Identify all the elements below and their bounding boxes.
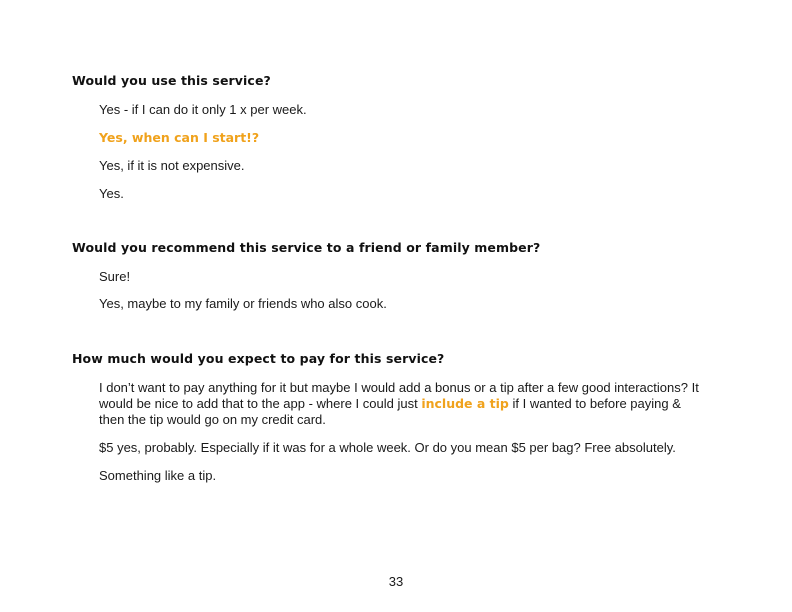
page-number: 33 — [388, 574, 404, 589]
answer-item: $5 yes, probably. Especially if it was for a whole week. Or do you mean $5 per bag? Free absolutely. — [99, 440, 676, 455]
answer-item: Something like a tip. — [99, 468, 217, 483]
answer-item: Sure! — [99, 269, 131, 284]
section-expected-price — [72, 351, 722, 484]
answer-item: Yes. — [99, 186, 124, 201]
question-heading: Would you use this service? — [72, 73, 271, 88]
answer-text: if I wanted to before paying & then the tip would go on my credit card. — [99, 396, 681, 427]
section-recommend-service — [72, 240, 712, 312]
answer-list — [72, 102, 712, 202]
answer-text: I don’t want to pay anything for it but maybe I would add a bonus or a tip after a few good interactions? It would be nice to add that to the app - where I could just — [99, 380, 699, 411]
answer-item: Yes, maybe to my family or friends who also cook. — [99, 296, 387, 311]
answer-item: Yes, if it is not expensive. — [99, 158, 245, 173]
answer-item — [99, 380, 699, 428]
answer-list — [72, 380, 722, 484]
answer-item: Yes - if I can do it only 1 x per week. — [99, 102, 307, 117]
section-use-service — [72, 73, 712, 202]
answer-list — [72, 269, 712, 312]
highlighted-phrase: include a tip — [421, 396, 509, 411]
question-heading: How much would you expect to pay for this service? — [72, 351, 445, 366]
answer-item-highlighted: Yes, when can I start!? — [99, 130, 260, 145]
question-heading: Would you recommend this service to a friend or family member? — [72, 240, 541, 255]
